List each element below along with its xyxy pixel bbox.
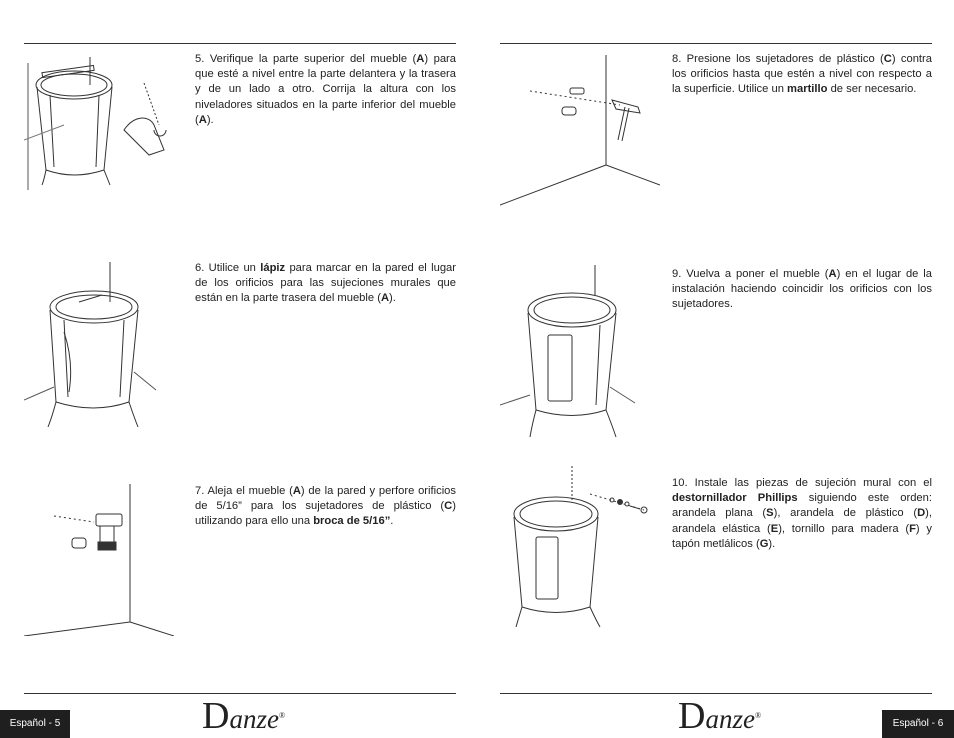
step-6-segment: 6. Utilice un: [195, 262, 261, 274]
step-5-illustration: [24, 55, 184, 190]
step-7-text: [195, 484, 456, 530]
step-7-segment: ) utilizando para ello una: [195, 500, 456, 528]
step-9-segment: 9. Vuelva a poner el mueble (: [672, 268, 829, 280]
step-5-text: [195, 52, 456, 128]
step-10-segment: ), tornillo para madera (: [778, 522, 910, 535]
step-10-segment: ).: [768, 537, 776, 550]
step-8-segment: ) contra los orificios hasta que estén a nivel con respecto a la superficie. Utilice un: [672, 53, 932, 96]
top-rule-left: [24, 43, 456, 44]
step-6-segment: A: [380, 292, 390, 305]
step-9-illustration: [500, 265, 660, 443]
step-10-illustration: [494, 462, 654, 628]
step-5-segment: ).: [206, 113, 214, 126]
step-8-segment: de ser necesario.: [827, 83, 917, 96]
step-8-segment: martillo: [787, 83, 828, 96]
step-5-segment: A: [416, 53, 425, 65]
step-9-segment: A: [828, 268, 837, 280]
step-7-segment: broca de 5/16”: [313, 515, 391, 528]
step-10-segment: destornillador Phillips: [672, 492, 798, 505]
step-5-segment: 5. Verifique la parte superior del mueble (: [195, 53, 417, 65]
step-10-segment: ), arandela elástica (: [672, 507, 933, 535]
step-7-segment: .: [390, 515, 394, 528]
page-number-left: Español - 5: [0, 710, 70, 738]
step-5-segment: A: [198, 113, 207, 126]
step-10-segment: F: [909, 522, 916, 535]
brand-logo-left: Danze®: [202, 695, 286, 737]
step-7-segment: C: [444, 500, 453, 513]
step-8-segment: C: [883, 53, 892, 65]
step-7-segment: A: [292, 485, 301, 497]
page-number-right: Español - 6: [882, 710, 954, 738]
step-8-text: [672, 52, 932, 98]
step-10-text: [672, 476, 932, 552]
step-8-segment: 8. Presione los sujetadores de plástico (: [672, 53, 884, 65]
step-10-segment: G: [759, 537, 769, 550]
step-8-illustration: [500, 55, 660, 207]
step-10-segment: ) y tapón metlálicos (: [672, 522, 932, 550]
step-10-segment: siguiendo este orden: arandela plana (: [672, 492, 932, 520]
step-7-segment: ) de la pared y perfore orificios de 5/16” para los sujetadores de plástico (: [195, 485, 456, 513]
top-rule-right: [500, 43, 932, 44]
step-9-text: [672, 267, 932, 313]
step-6-illustration: [24, 262, 164, 434]
step-10-segment: D: [917, 507, 926, 520]
step-9-segment: ) en el lugar de la instalación haciendo coincidir los orificios con los sujetadores.: [672, 268, 933, 311]
step-6-segment: ).: [389, 292, 396, 305]
step-10-segment: 10. Instale las piezas de sujeción mural con el: [672, 477, 932, 489]
step-7-illustration: [24, 484, 174, 636]
step-6-text: [195, 261, 456, 307]
brand-logo-right: Danze®: [678, 695, 762, 737]
step-7-segment: 7. Aleja el mueble (: [195, 485, 293, 497]
step-5-segment: ) para que esté a nivel entre la parte delantera y la trasera y de un lado a otro. Corrija la altura con los niveladores situados en la parte inferior del mueble (: [195, 53, 456, 126]
step-6-segment: para marcar en la pared el lugar de los orificios para las sujeciones murales que están en la parte trasera del mueble (: [195, 262, 456, 305]
step-6-segment: lápiz: [260, 262, 286, 274]
step-10-segment: S: [766, 507, 774, 520]
step-10-segment: ), arandela de plástico (: [773, 507, 918, 520]
step-10-segment: E: [770, 522, 779, 535]
